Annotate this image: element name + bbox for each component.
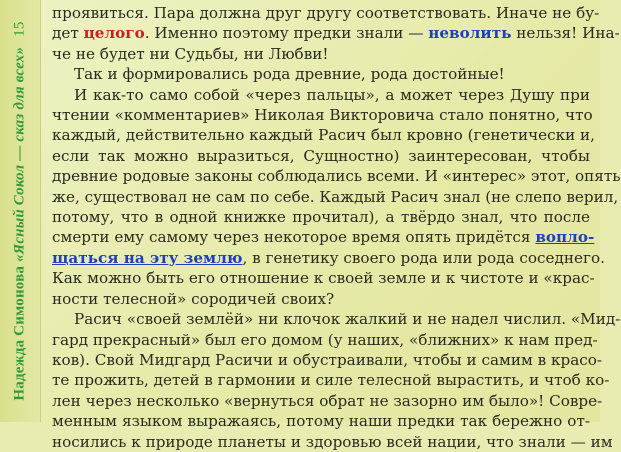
text-line: Так и формировались рода древние, рода достойные! xyxy=(74,65,505,84)
text-line: носились к природе планеты и здоровью всей нации, что знали — им xyxy=(52,432,613,451)
author-name: Надежда Симонова xyxy=(11,265,28,401)
highlight-blue: неволить xyxy=(428,24,512,43)
text-line: же, существовал не сам по себе. Каждый Расич знал (не слепо верил, xyxy=(52,187,619,206)
text-line: лен через несколько «вернуться обрат не зазорно им было»! Совре- xyxy=(52,391,603,410)
text-line: дет целого. Именно поэтому предки знали — неволить нельзя! Ина- xyxy=(52,24,620,43)
paragraph-4 xyxy=(52,309,621,452)
paragraph-3 xyxy=(52,85,621,309)
text-line: гард прекрасный» был его домом (у наших, «ближних» к нам пред- xyxy=(52,330,598,349)
text-line: И как-то само собой «через пальцы», а может через Душу при xyxy=(74,85,590,104)
book-title: «Ясный Сокол — сказ для всех» xyxy=(11,46,28,262)
page-number: 15 xyxy=(11,21,28,37)
paragraph-1 xyxy=(52,3,620,64)
text-line: Расич «своей землёй» ни клочок жалкий и не надел числил. «Мид- xyxy=(74,310,621,329)
side-strip xyxy=(0,0,41,422)
highlight-blue: щаться на эту землю xyxy=(52,248,243,267)
text-line: проявиться. Пара должна друг другу соответствовать. Иначе не бу- xyxy=(52,4,600,22)
text-line: ности телесной» сородичей своих? xyxy=(52,289,335,308)
text-line: потому, что в одной книжке прочитал), а твёрдо знал, что после xyxy=(52,208,590,227)
paragraph-2 xyxy=(52,64,590,84)
text-line: че не будет ни Судьбы, ни Любви! xyxy=(52,44,329,63)
text-line: менным языком выражаясь, потому наши предки так бережно от- xyxy=(52,412,590,431)
highlight-blue: вопло- xyxy=(535,228,595,247)
text-line: щаться на эту землю, в генетику своего рода или рода соседнего. xyxy=(52,248,605,267)
body-text xyxy=(52,3,621,452)
vertical-running-header xyxy=(12,21,29,400)
text-line: каждый, действительно каждый Расич был кровно (генетически и, xyxy=(52,126,595,145)
text-line: ков). Свой Мидгард Расичи и обустраивали, чтобы и самим в красо- xyxy=(52,350,603,369)
highlight-red: целого xyxy=(83,24,145,43)
text-line: Как можно быть его отношение к своей земле и к чистоте и «крас- xyxy=(52,269,595,288)
text-line: древние родовые законы соблюдались всеми. И «интерес» этот, опять xyxy=(52,167,621,186)
text-line: те прожить, детей в гармонии и силе телесной вырастить, и чтоб ко- xyxy=(52,371,610,390)
text-line: смерти ему самому через некоторое время опять придётся вопло- xyxy=(52,228,595,247)
text-line: чтении «комментариев» Николая Викторовича стало понятно, что xyxy=(52,106,593,125)
text-line: если так можно выразиться, Сущностно) заинтересован, чтобы xyxy=(52,146,590,165)
